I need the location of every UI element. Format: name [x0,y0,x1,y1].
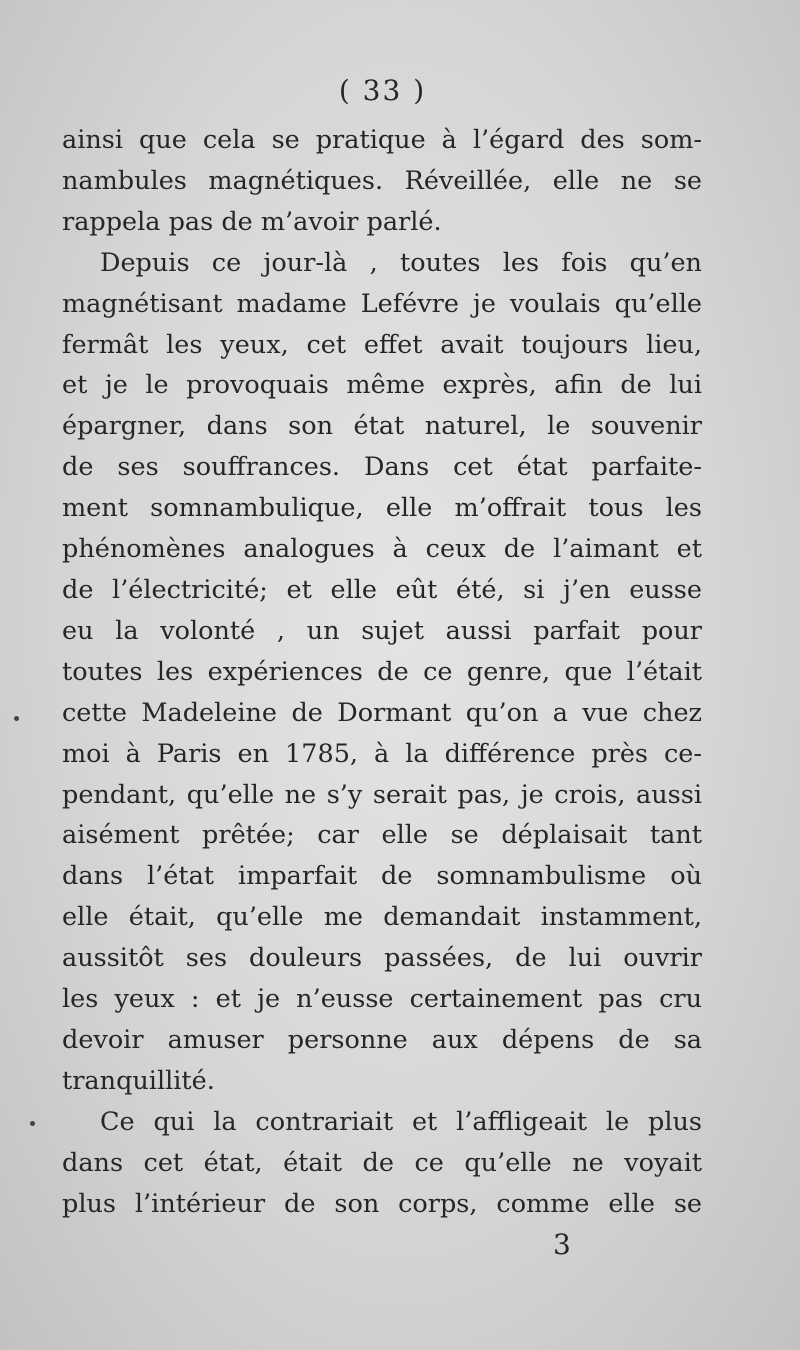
text-line: de l’électricité; et elle eût été, si j’en eusse [62,574,702,605]
text-line: et je le provoquais même exprès, afin de lui [62,370,702,401]
text-line: fermât les yeux, cet effet avait toujours lieu, [62,329,702,360]
text-line: eu la volonté , un sujet aussi parfait pour [62,615,702,646]
signature-mark: 3 [553,1228,571,1261]
text-line: devoir amuser personne aux dépens de sa [62,1024,702,1055]
text-line: moi à Paris en 1785, à la différence près ce- [62,738,702,769]
text-line: phénomènes analogues à ceux de l’aimant et [62,534,702,565]
page-number: ( 33 ) [338,74,427,107]
text-line: Depuis ce jour-là , toutes les fois qu’en [100,247,702,278]
text-line: cette Madeleine de Dormant qu’on a vue chez [62,697,702,728]
text-line: elle était, qu’elle me demandait instamment, [62,902,702,933]
text-line: magnétisant madame Lefévre je voulais qu’elle [62,288,702,319]
text-line: de ses souffrances. Dans cet état parfaite- [62,452,702,483]
text-line: aussitôt ses douleurs passées, de lui ouvrir [62,943,702,974]
text-line: aisément prêtée; car elle se déplaisait tant [62,820,702,851]
text-line: dans cet état, était de ce qu’elle ne voyait [62,1147,702,1178]
text-line: Ce qui la contrariait et l’affligeait le plus [100,1106,702,1137]
text-line: tranquillité. [62,1065,215,1096]
text-line: les yeux : et je n’eusse certainement pas cru [62,984,702,1015]
text-line: pendant, qu’elle ne s’y serait pas, je crois, aussi [62,779,702,810]
ink-speck [14,716,19,721]
text-line: ainsi que cela se pratique à l’égard des som- [62,125,702,155]
ink-speck [30,1121,35,1126]
body-text [62,120,702,1224]
text-line: plus l’intérieur de son corps, comme elle se [62,1188,702,1219]
text-line: dans l’état imparfait de somnambulisme où [62,861,702,892]
text-line: ment somnambulique, elle m’offrait tous les [62,493,702,524]
text-line: rappela pas de m’avoir parlé. [62,206,442,237]
text-line: nambules magnétiques. Réveillée, elle ne se [62,165,702,196]
text-line: épargner, dans son état naturel, le souvenir [62,411,702,442]
text-line: toutes les expériences de ce genre, que l’était [62,656,702,687]
